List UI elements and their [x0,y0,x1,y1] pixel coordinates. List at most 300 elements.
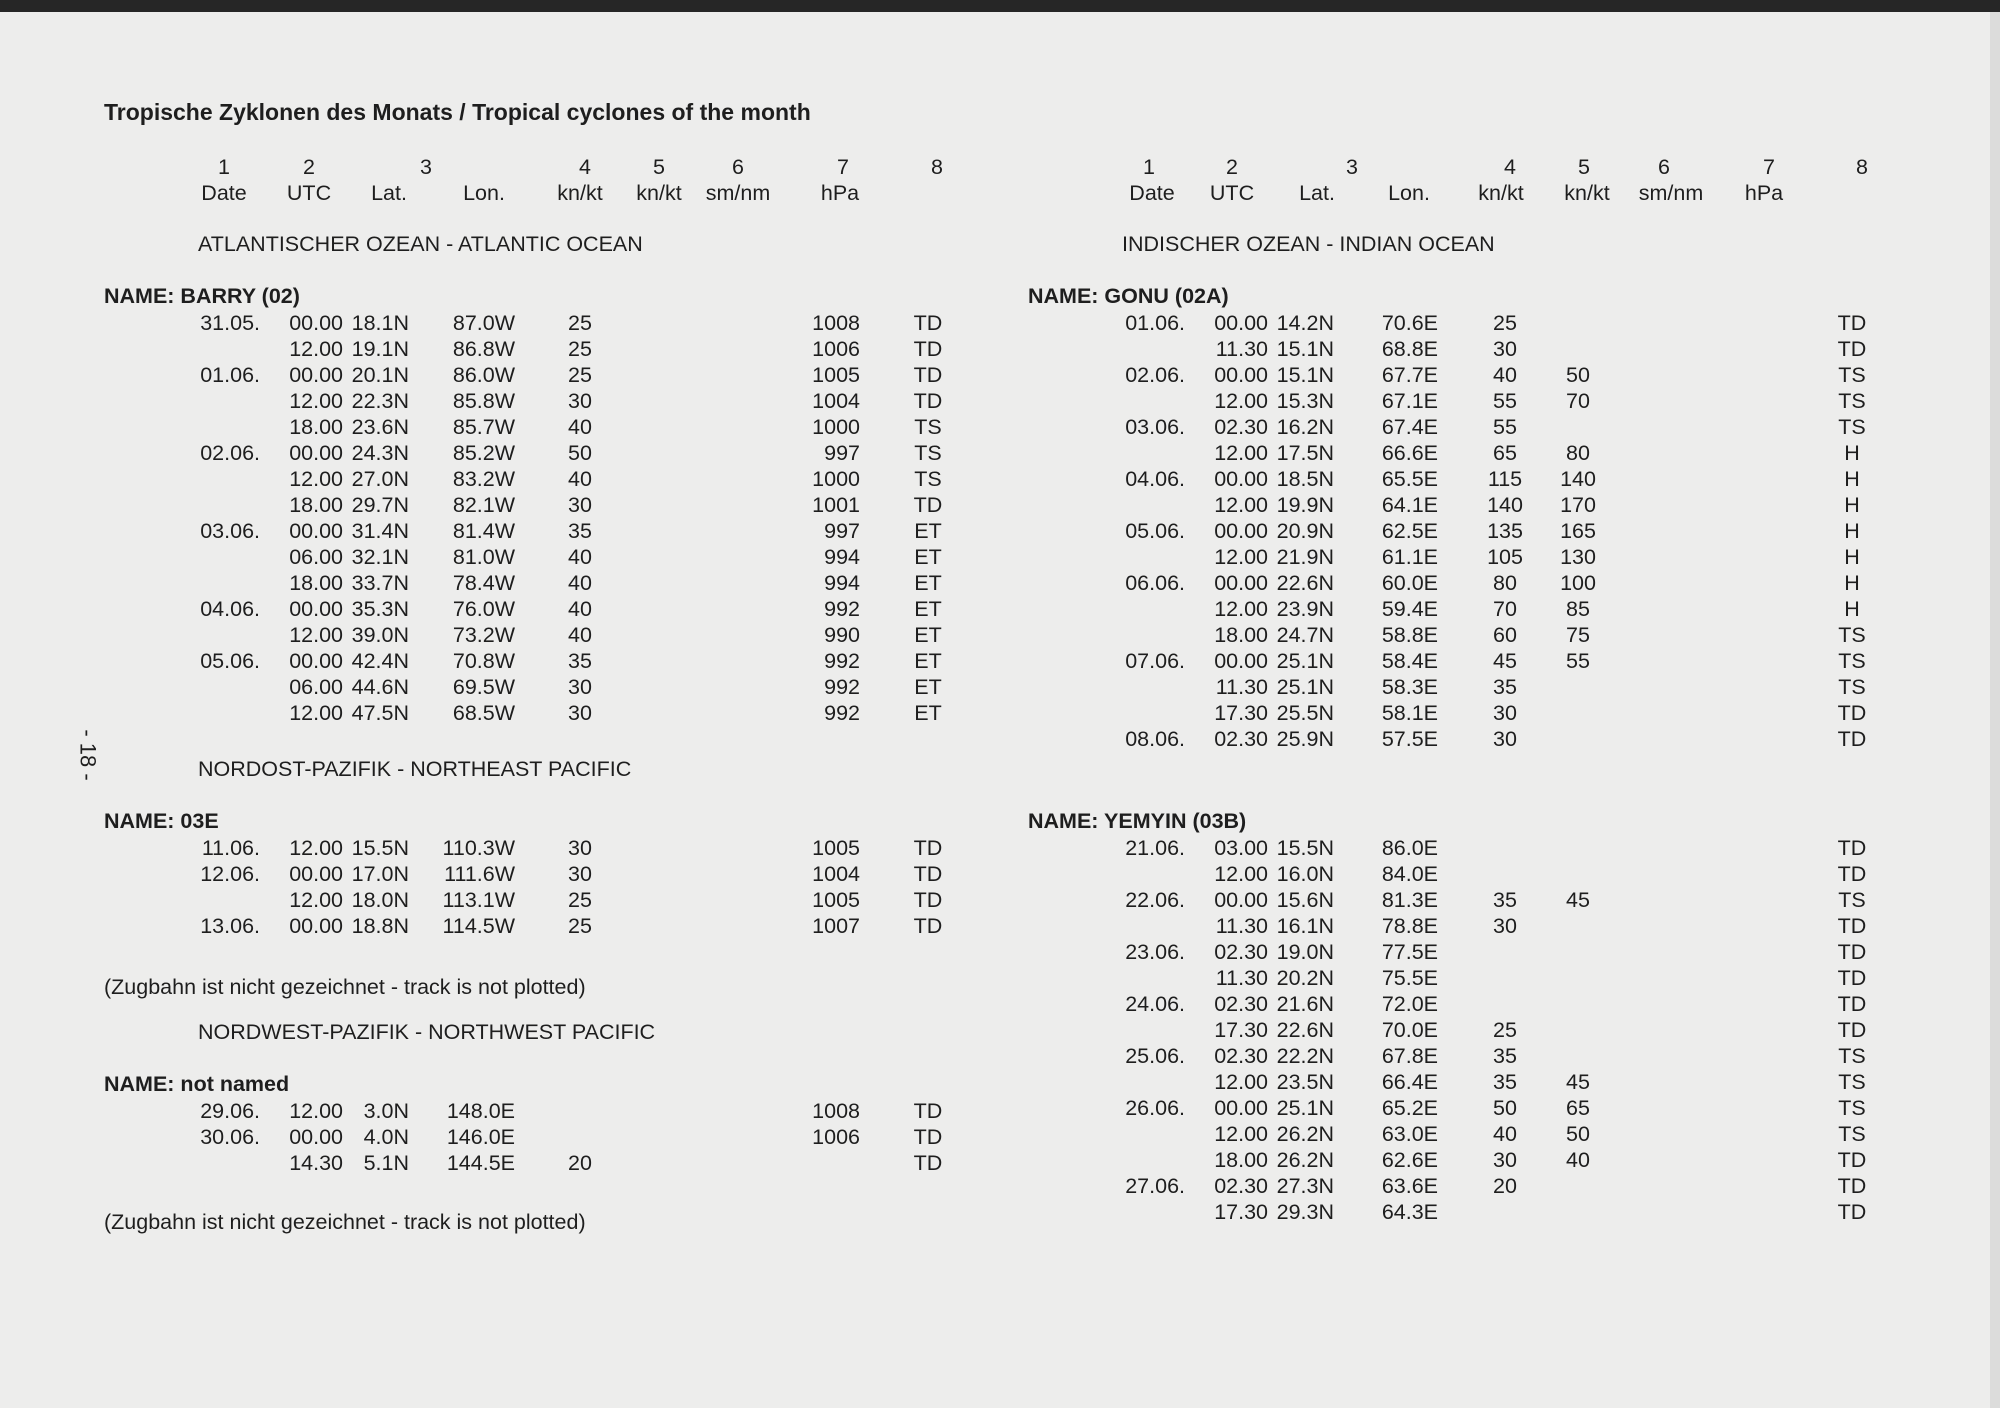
col-label-6: kn/kt [636,181,682,205]
cell-date: 21.06. [1125,836,1185,860]
cell-utc: 12.00 [1214,441,1268,465]
cell-lon: 57.5E [1381,727,1438,751]
cell-pressure: 1004 [812,389,860,413]
cell-utc: 17.30 [1214,1018,1268,1042]
cell-lat: 23.5N [1276,1070,1334,1094]
cell-class: ET [914,649,942,673]
cell-wind-kt: 20 [1493,1174,1517,1198]
cell-utc: 11.30 [1215,966,1268,990]
cell-wind-kt: 35 [1493,1070,1517,1094]
cell-lon: 67.1E [1381,389,1438,413]
cell-class: TD [913,888,943,912]
cell-lon: 67.8E [1381,1044,1438,1068]
cell-date: 06.06. [1125,571,1185,595]
cell-class: TD [1837,862,1867,886]
cell-class: ET [914,519,942,543]
cell-wind-kt: 30 [1493,337,1517,361]
cell-lat: 33.7N [351,571,409,595]
cell-wind-kt: 40 [1493,363,1517,387]
col-number-4: 4 [579,155,591,179]
cell-date: 30.06. [200,1125,260,1149]
cell-pressure: 992 [824,701,860,725]
cell-class: TD [1837,992,1867,1016]
cell-class: TD [1837,1200,1867,1224]
cell-class: TD [913,337,943,361]
cell-wind-kt: 35 [1493,675,1517,699]
cell-lon: 82.1W [452,493,515,517]
page-edge-shadow [1990,12,2000,1408]
cell-utc: 00.00 [1214,649,1268,673]
cell-lon: 59.4E [1381,597,1438,621]
cell-wind-kt: 30 [568,389,592,413]
cell-date: 05.06. [1125,519,1185,543]
cell-utc: 12.00 [1214,1070,1268,1094]
cell-class: TD [1837,701,1867,725]
cell-lon: 58.4E [1381,649,1438,673]
cell-lon: 81.4W [452,519,515,543]
cell-gust-kt: 80 [1566,441,1590,465]
cell-gust-kt: 75 [1566,623,1590,647]
cell-lat: 15.3N [1276,389,1334,413]
cell-utc: 14.30 [289,1151,343,1175]
cell-lon: 65.2E [1381,1096,1438,1120]
cell-utc: 12.00 [1214,545,1268,569]
cell-wind-kt: 50 [568,441,592,465]
section-heading: NORDOST-PAZIFIK - NORTHEAST PACIFIC [198,757,632,781]
cell-lon: 67.4E [1381,415,1438,439]
cell-class: TS [1838,888,1866,912]
storm-name: NAME: YEMYIN (03B) [1028,809,1247,833]
col-number-1: 1 [218,155,230,179]
cell-wind-kt: 30 [568,675,592,699]
cell-lon: 146.0E [446,1125,515,1149]
cell-class: ET [914,675,942,699]
cell-lat: 20.2N [1276,966,1334,990]
section-heading: INDISCHER OZEAN - INDIAN OCEAN [1122,232,1495,256]
cell-date: 01.06. [1125,311,1185,335]
cell-lon: 113.1W [442,888,515,912]
col-label-5: kn/kt [1478,181,1524,205]
cell-lat: 5.1N [363,1151,409,1175]
cell-lon: 60.0E [1381,571,1438,595]
cell-lat: 26.2N [1276,1148,1334,1172]
cell-lat: 19.9N [1276,493,1334,517]
cell-class: TD [913,493,943,517]
cell-lon: 58.8E [1381,623,1438,647]
cell-lon: 73.2W [452,623,515,647]
cell-utc: 00.00 [289,649,343,673]
storm-name: NAME: GONU (02A) [1028,284,1229,308]
cell-wind-kt: 40 [568,545,592,569]
cell-lat: 18.5N [1276,467,1334,491]
cell-wind-kt: 30 [568,862,592,886]
cell-gust-kt: 45 [1566,888,1590,912]
cell-lat: 21.9N [1276,545,1334,569]
cell-class: ET [914,545,942,569]
storm-name: NAME: 03E [104,809,219,833]
cell-class: TD [1837,966,1867,990]
cell-lat: 18.8N [351,914,409,938]
cell-pressure: 997 [824,441,860,465]
cell-pressure: 1005 [812,363,860,387]
cell-utc: 17.30 [1214,1200,1268,1224]
cell-lon: 62.5E [1381,519,1438,543]
col-label-7: sm/nm [705,181,771,205]
cell-utc: 17.30 [1214,701,1268,725]
cell-lon: 83.2W [452,467,515,491]
cell-lat: 15.1N [1276,337,1334,361]
cell-class: TS [1838,675,1866,699]
cell-pressure: 994 [824,571,860,595]
cell-class: TS [914,441,942,465]
cell-utc: 00.00 [1214,311,1268,335]
cell-class: ET [914,701,942,725]
cell-utc: 00.00 [289,914,343,938]
cell-lon: 75.5E [1381,966,1438,990]
cell-lon: 77.5E [1381,940,1438,964]
cell-lat: 35.3N [351,597,409,621]
cell-date: 08.06. [1125,727,1185,751]
cell-wind-kt: 25 [1493,311,1517,335]
cell-lat: 3.0N [363,1099,409,1123]
cell-lon: 72.0E [1381,992,1438,1016]
cell-lat: 21.6N [1276,992,1334,1016]
cell-utc: 12.00 [1214,493,1268,517]
col-label-5: kn/kt [557,181,603,205]
cell-pressure: 1008 [812,311,860,335]
cell-wind-kt: 115 [1487,467,1523,491]
cell-class: TS [1838,415,1866,439]
col-label-8: hPa [1744,181,1784,205]
cell-class: TS [1838,1070,1866,1094]
cell-utc: 02.30 [1214,1044,1268,1068]
col-number-2: 2 [1226,155,1238,179]
cell-utc: 11.30 [1215,337,1268,361]
cell-class: TD [1837,1174,1867,1198]
col-number-3: 3 [420,155,432,179]
cell-lat: 47.5N [351,701,409,725]
cell-lat: 17.5N [1276,441,1334,465]
cell-utc: 18.00 [289,493,343,517]
cell-pressure: 1006 [812,1125,860,1149]
col-label-2: UTC [286,181,332,205]
cell-date: 25.06. [1125,1044,1185,1068]
track-note: (Zugbahn ist nicht gezeichnet - track is not plotted) [104,975,586,999]
cell-lat: 23.6N [351,415,409,439]
cell-gust-kt: 130 [1560,545,1596,569]
cell-pressure: 1004 [812,862,860,886]
cell-class: H [1844,571,1860,595]
cell-pressure: 1007 [812,914,860,938]
cell-gust-kt: 165 [1560,519,1596,543]
cell-utc: 12.00 [289,389,343,413]
cell-utc: 18.00 [289,415,343,439]
cell-wind-kt: 30 [1493,727,1517,751]
cell-lat: 25.5N [1276,701,1334,725]
cell-wind-kt: 80 [1493,571,1517,595]
cell-lat: 14.2N [1276,311,1334,335]
cell-lat: 17.0N [351,862,409,886]
col-number-8: 8 [1856,155,1868,179]
cell-pressure: 992 [824,675,860,699]
cell-class: TD [913,311,943,335]
cell-date: 02.06. [200,441,260,465]
cell-lat: 22.6N [1276,1018,1334,1042]
cell-lat: 22.2N [1276,1044,1334,1068]
cell-lat: 15.6N [1276,888,1334,912]
cell-lat: 18.1N [351,311,409,335]
cell-lat: 23.9N [1276,597,1334,621]
col-number-7: 7 [837,155,849,179]
cell-pressure: 1005 [812,836,860,860]
cell-pressure: 992 [824,597,860,621]
cell-class: TD [913,836,943,860]
cell-lat: 39.0N [351,623,409,647]
storm-name: NAME: not named [104,1072,290,1096]
col-label-1: Date [201,181,247,205]
cell-date: 01.06. [200,363,260,387]
cell-utc: 00.00 [289,597,343,621]
cell-wind-kt: 70 [1493,597,1517,621]
cell-lon: 63.0E [1381,1122,1438,1146]
cell-lat: 29.3N [1276,1200,1334,1224]
cell-lat: 15.5N [1276,836,1334,860]
cell-lon: 86.8W [452,337,515,361]
cell-lon: 110.3W [442,836,515,860]
cell-lat: 32.1N [351,545,409,569]
cell-class: H [1844,493,1860,517]
cell-wind-kt: 50 [1493,1096,1517,1120]
cell-lat: 42.4N [351,649,409,673]
cell-date: 02.06. [1125,363,1185,387]
cell-lon: 81.0W [452,545,515,569]
cell-lon: 64.1E [1381,493,1438,517]
cell-utc: 00.00 [1214,1096,1268,1120]
cell-gust-kt: 170 [1560,493,1596,517]
cell-lon: 86.0W [452,363,515,387]
cell-lon: 58.3E [1381,675,1438,699]
cell-utc: 00.00 [289,441,343,465]
cell-class: H [1844,441,1860,465]
cell-gust-kt: 50 [1566,1122,1590,1146]
cell-lon: 66.6E [1381,441,1438,465]
cell-lon: 76.0W [452,597,515,621]
cell-gust-kt: 40 [1566,1148,1590,1172]
cell-wind-kt: 25 [568,337,592,361]
cell-class: TS [914,415,942,439]
cell-lat: 16.1N [1276,914,1334,938]
cell-gust-kt: 100 [1560,571,1596,595]
cell-lon: 70.8W [452,649,515,673]
cell-lat: 15.1N [1276,363,1334,387]
cell-class: TD [913,389,943,413]
cell-class: TS [1838,389,1866,413]
cell-lat: 44.6N [351,675,409,699]
cell-utc: 00.00 [289,311,343,335]
cell-pressure: 1006 [812,337,860,361]
cell-lon: 148.0E [446,1099,515,1123]
cell-utc: 12.00 [289,467,343,491]
col-number-6: 6 [732,155,744,179]
col-label-1: Date [1129,181,1175,205]
col-label-3: Lat. [371,181,407,205]
cell-date: 03.06. [200,519,260,543]
cell-lat: 20.9N [1276,519,1334,543]
cell-utc: 12.00 [1214,1122,1268,1146]
cell-gust-kt: 70 [1566,389,1590,413]
cell-date: 03.06. [1125,415,1185,439]
col-number-5: 5 [1578,155,1590,179]
cell-utc: 02.30 [1214,1174,1268,1198]
page-title: Tropische Zyklonen des Monats / Tropical cyclones of the month [104,99,811,125]
cell-class: TD [1837,914,1867,938]
cell-lon: 70.0E [1381,1018,1438,1042]
cell-date: 11.06. [201,836,260,860]
cell-utc: 00.00 [289,363,343,387]
cell-lat: 27.0N [351,467,409,491]
cell-utc: 18.00 [1214,1148,1268,1172]
cell-gust-kt: 50 [1566,363,1590,387]
cell-utc: 11.30 [1215,914,1268,938]
cell-wind-kt: 25 [568,914,592,938]
col-number-7: 7 [1763,155,1775,179]
cell-lon: 85.7W [452,415,515,439]
cell-wind-kt: 25 [1493,1018,1517,1042]
cell-utc: 12.00 [289,1099,343,1123]
cell-utc: 06.00 [289,545,343,569]
cell-lon: 85.8W [452,389,515,413]
cell-class: TD [913,363,943,387]
cell-gust-kt: 85 [1566,597,1590,621]
cell-utc: 00.00 [1214,571,1268,595]
cell-wind-kt: 30 [568,493,592,517]
cell-wind-kt: 25 [568,311,592,335]
cell-class: ET [914,571,942,595]
cell-utc: 06.00 [289,675,343,699]
cell-lat: 22.3N [351,389,409,413]
cell-lon: 68.5W [452,701,515,725]
cell-date: 24.06. [1125,992,1185,1016]
cell-gust-kt: 55 [1566,649,1590,673]
col-number-3: 3 [1346,155,1358,179]
section-heading: ATLANTISCHER OZEAN - ATLANTIC OCEAN [198,232,643,256]
cell-utc: 00.00 [1214,467,1268,491]
cell-lon: 81.3E [1381,888,1438,912]
cell-utc: 00.00 [289,862,343,886]
cell-wind-kt: 35 [568,649,592,673]
cell-wind-kt: 40 [568,415,592,439]
cell-wind-kt: 30 [568,701,592,725]
cell-wind-kt: 30 [568,836,592,860]
col-label-7: sm/nm [1638,181,1704,205]
cell-lon: 144.5E [446,1151,515,1175]
cell-lon: 86.0E [1381,836,1438,860]
cell-class: ET [914,597,942,621]
cell-pressure: 997 [824,519,860,543]
cell-pressure: 1005 [812,888,860,912]
cell-date: 04.06. [200,597,260,621]
cell-lat: 26.2N [1276,1122,1334,1146]
cell-class: TD [1837,940,1867,964]
cell-lon: 85.2W [452,441,515,465]
cell-lon: 64.3E [1381,1200,1438,1224]
cell-wind-kt: 105 [1487,545,1523,569]
cell-utc: 00.00 [289,1125,343,1149]
cell-wind-kt: 65 [1493,441,1517,465]
cell-pressure: 1000 [812,415,860,439]
cell-wind-kt: 35 [1493,888,1517,912]
cell-date: 07.06. [1125,649,1185,673]
cell-date: 22.06. [1125,888,1185,912]
cell-class: TD [913,914,943,938]
col-number-5: 5 [653,155,665,179]
cell-pressure: 990 [824,623,860,647]
cell-lat: 18.0N [351,888,409,912]
cell-utc: 03.00 [1214,836,1268,860]
cell-lon: 68.8E [1381,337,1438,361]
cell-lon: 61.1E [1381,545,1438,569]
cell-lat: 19.0N [1276,940,1334,964]
cell-lon: 62.6E [1381,1148,1438,1172]
col-number-6: 6 [1658,155,1670,179]
cell-wind-kt: 35 [568,519,592,543]
cell-utc: 02.30 [1214,992,1268,1016]
cell-utc: 12.00 [1214,597,1268,621]
cell-class: H [1844,467,1860,491]
cell-wind-kt: 40 [568,623,592,647]
cell-pressure: 994 [824,545,860,569]
cell-utc: 00.00 [1214,519,1268,543]
cell-date: 23.06. [1125,940,1185,964]
cell-class: TS [1838,1044,1866,1068]
cell-utc: 18.00 [289,571,343,595]
cell-utc: 18.00 [1214,623,1268,647]
col-label-3: Lat. [1299,181,1335,205]
scan-top-border [0,0,2000,12]
cell-lon: 84.0E [1381,862,1438,886]
cell-class: TS [914,467,942,491]
cell-date: 05.06. [200,649,260,673]
col-label-4: Lon. [1388,181,1430,205]
cell-lon: 70.6E [1381,311,1438,335]
cell-lon: 111.6W [444,862,515,886]
cell-class: TD [1837,337,1867,361]
col-number-1: 1 [1143,155,1155,179]
cell-class: TD [913,1099,943,1123]
cell-class: ET [914,623,942,647]
section-heading: NORDWEST-PAZIFIK - NORTHWEST PACIFIC [198,1020,656,1044]
cell-lon: 69.5W [452,675,515,699]
cell-lat: 25.1N [1276,675,1334,699]
cell-class: TS [1838,623,1866,647]
col-label-2: UTC [1209,181,1255,205]
cell-utc: 11.30 [1215,675,1268,699]
cell-pressure: 1001 [812,493,860,517]
cell-date: 12.06. [200,862,260,886]
cell-lat: 25.1N [1276,649,1334,673]
col-label-4: Lon. [463,181,505,205]
cell-utc: 00.00 [1214,363,1268,387]
cell-date: 27.06. [1125,1174,1185,1198]
cell-lat: 24.3N [351,441,409,465]
cell-wind-kt: 30 [1493,914,1517,938]
cell-class: TD [913,1151,943,1175]
cell-class: H [1844,597,1860,621]
cell-date: 04.06. [1125,467,1185,491]
cell-wind-kt: 135 [1487,519,1523,543]
cell-wind-kt: 25 [568,363,592,387]
cell-class: TD [1837,1018,1867,1042]
